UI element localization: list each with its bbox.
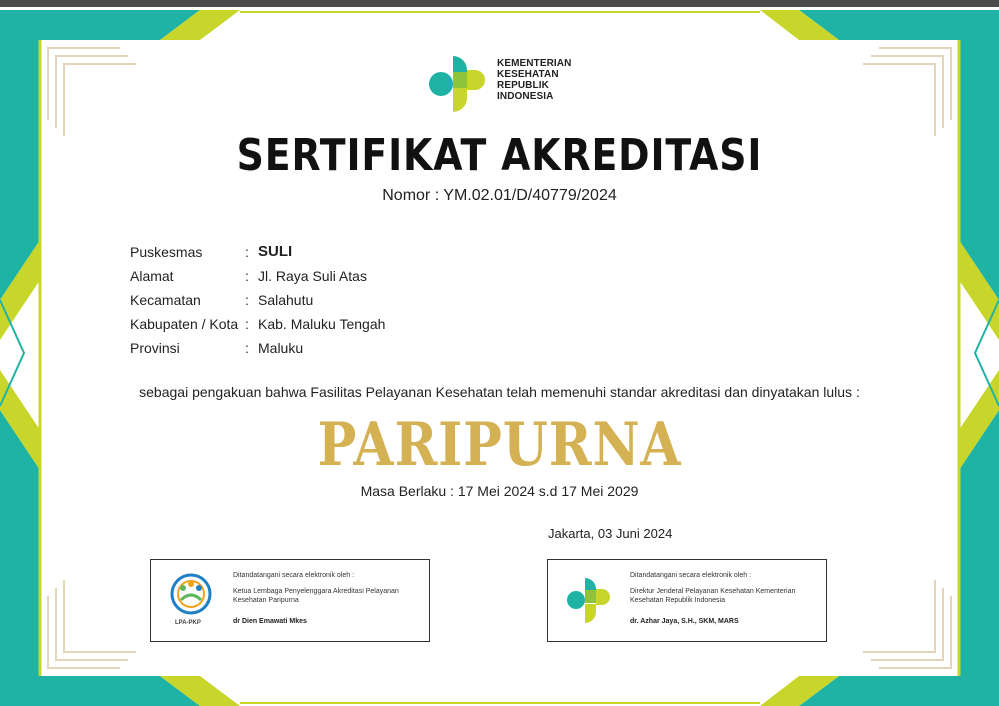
info-label: Provinsi bbox=[130, 340, 180, 356]
signer-name: dr. Azhar Jaya, S.H., SKM, MARS bbox=[630, 618, 739, 625]
info-label: Kecamatan bbox=[130, 292, 201, 308]
certificate-number: Nomor : YM.02.01/D/40779/2024 bbox=[382, 187, 617, 204]
info-colon: : bbox=[245, 340, 249, 356]
accreditation-statement: sebagai pengakuan bahwa Fasilitas Pelayanan Kesehatan telah memenuhi standar akreditasi dan dinyatakan lulus : bbox=[139, 384, 860, 400]
signer-position: Direktur Jenderal Pelayanan Kesehatan Kementerian Kesehatan Republik Indonesia bbox=[630, 588, 796, 604]
signed-by-label: Ditandatangani secara elektronik oleh : bbox=[630, 572, 752, 579]
accreditation-status: PARIPURNA bbox=[317, 410, 682, 480]
info-value: Salahutu bbox=[258, 292, 314, 308]
org-line-4: INDONESIA bbox=[497, 91, 554, 102]
signature-box-left bbox=[150, 559, 430, 642]
lpa-pkp-logo bbox=[161, 570, 221, 634]
info-label: Kabupaten / Kota bbox=[130, 316, 239, 332]
org-line-3: REPUBLIK bbox=[497, 80, 549, 91]
info-colon: : bbox=[245, 316, 249, 332]
kemenkes-name bbox=[497, 58, 571, 102]
signed-by-label: Ditandatangani secara elektronik oleh : bbox=[233, 572, 355, 579]
lpa-pkp-emblem-icon bbox=[161, 570, 221, 620]
validity-period: Masa Berlaku : 17 Mei 2024 s.d 17 Mei 2029 bbox=[360, 483, 639, 499]
kemenkes-small-logo bbox=[558, 570, 618, 634]
kemenkes-logo bbox=[419, 48, 579, 112]
info-colon: : bbox=[245, 292, 249, 308]
kemenkes-emblem-icon bbox=[419, 48, 491, 112]
info-label: Puskesmas bbox=[130, 244, 203, 260]
info-value: Kab. Maluku Tengah bbox=[258, 316, 386, 332]
info-colon: : bbox=[245, 268, 249, 284]
kemenkes-emblem-small-icon bbox=[558, 570, 618, 634]
org-line-1: KEMENTERIAN bbox=[497, 58, 572, 69]
info-label: Alamat bbox=[130, 268, 174, 284]
info-value: Maluku bbox=[258, 340, 304, 356]
certificate-title: SERTIFIKAT AKREDITASI bbox=[236, 130, 763, 181]
lpa-pkp-text: LPA-PKP bbox=[175, 620, 201, 626]
place-date: Jakarta, 03 Juni 2024 bbox=[548, 526, 673, 541]
info-colon: : bbox=[245, 244, 249, 260]
signature-box-right bbox=[547, 559, 827, 642]
org-line-2: KESEHATAN bbox=[497, 69, 559, 80]
info-value: SULI bbox=[258, 243, 293, 260]
signer-name: dr Dien Emawati Mkes bbox=[233, 618, 307, 625]
signer-position: Ketua Lembaga Penyelenggara Akreditasi Pelayanan Kesehatan Paripurna bbox=[233, 588, 399, 604]
info-value: Jl. Raya Suli Atas bbox=[258, 268, 367, 284]
